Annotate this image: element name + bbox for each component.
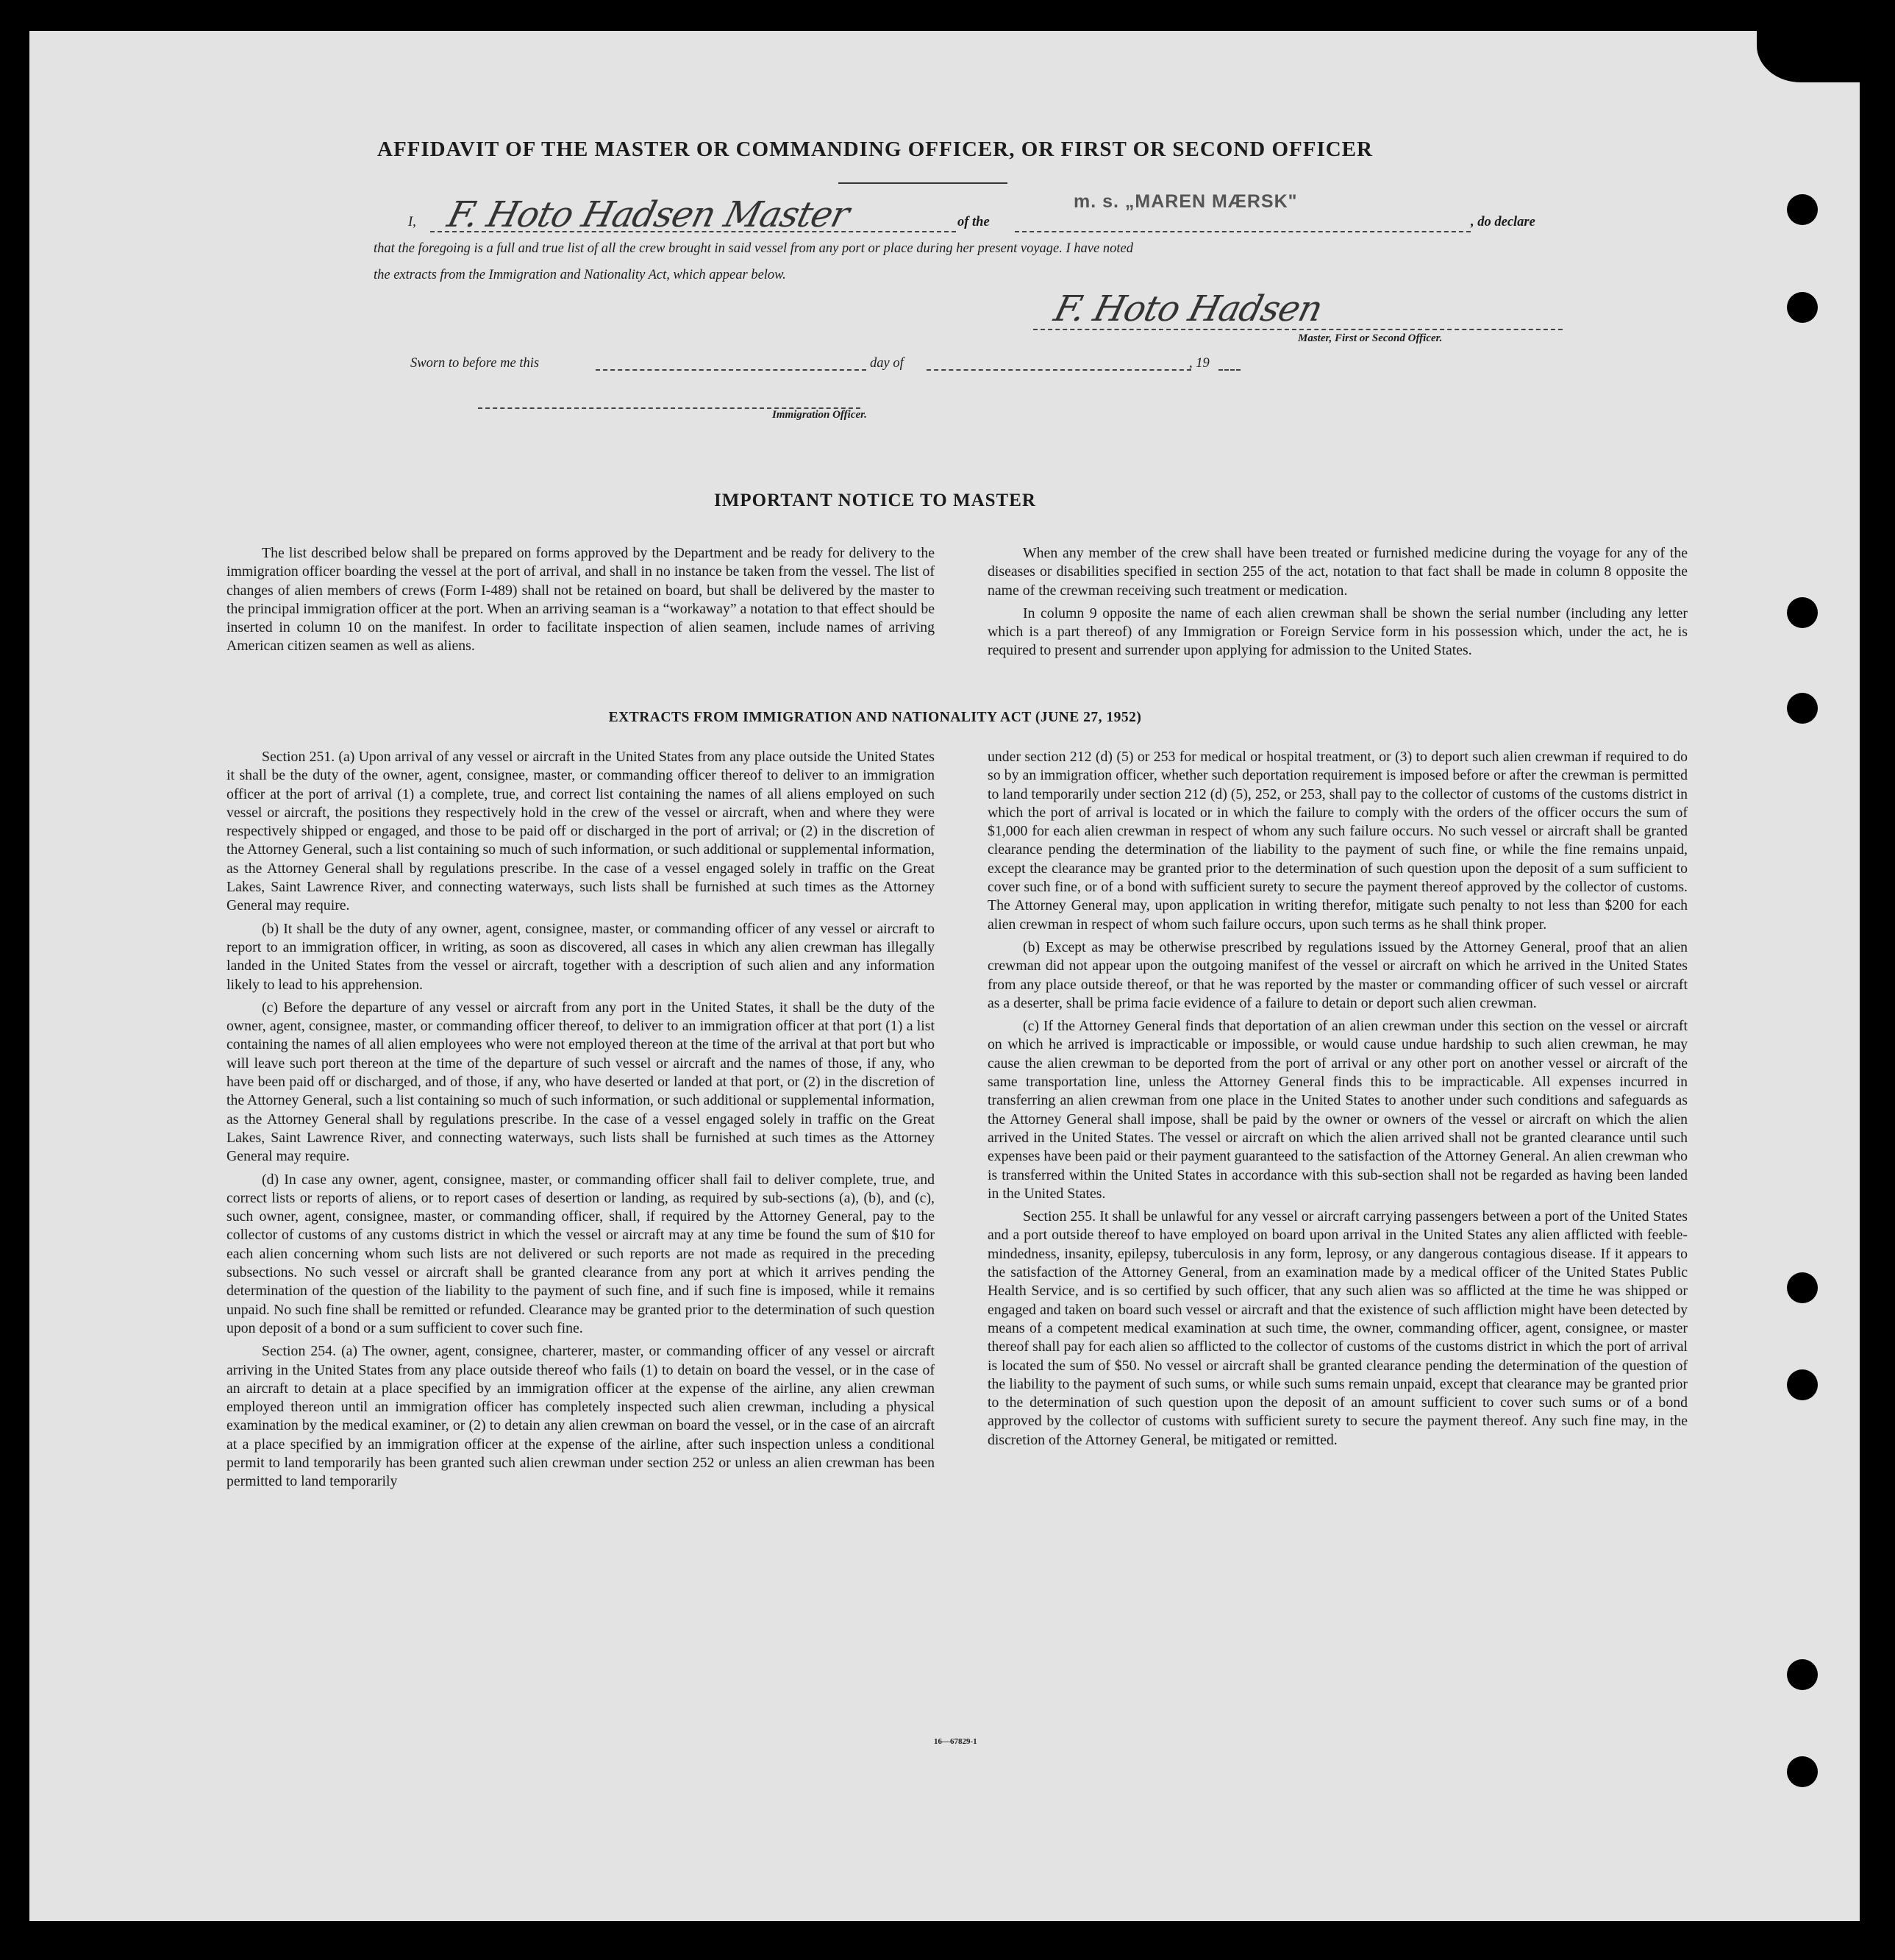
month-line (927, 369, 1191, 371)
officer-caption: Immigration Officer. (772, 409, 867, 421)
document-page (29, 31, 1860, 1921)
extract-paragraph: (d) In case any owner, agent, consignee, master, or commanding officer shall fail to deliver complete, true, and correct lists or reports of aliens, or to report cases of desertion or landing, as required by sub-sections (a), (b), and (c), such owner, agent, consignee, master, or commanding officer, shall, if required by the Attorney General, pay to the collector of customs of any customs district in which the vessel or aircraft may at any time be found the sum of $10 for each alien concerning whom such lists are not delivered or such reports are not made as required in the preceding subsections. No such vessel or aircraft shall be granted clearance from any port at which it arrives pending the determination of the question of the liability to the payment of such fine, and if such fine is imposed, while it remains unpaid. No such fine shall be remitted or refunded. Clearance may be granted prior to the determination of such question upon deposit of a bond or a sum sufficient to cover such fine. (226, 1171, 935, 1336)
binder-hole (1787, 693, 1818, 724)
extract-paragraph: Section 251. (a) Upon arrival of any vessel or aircraft in the United States from any place outside the United States it shall be the duty of the owner, agent, consignee, master, or commanding officer thereof to deliver to an immigration officer at the port of arrival (1) a complete, true, and correct list containing the names of all aliens employed on such vessel or aircraft, the positions they respectively hold in the crew of the vessel or aircraft, when and where they were respectively shipped or engaged, and those to be paid off or discharged in the port of arrival; or (2) in the discretion of the Attorney General, such a list containing so much of such information, or such additional or supplemental information, as the Attorney General shall by regulations prescribe. In the case of a vessel engaged solely in traffic on the Great Lakes, Saint Lawrence River, and connecting waterways, such lists shall be furnished at such times as the Attorney General may require. (226, 749, 935, 914)
extract-paragraph: (b) It shall be the duty of any owner, agent, consignee, master, or commanding officer of any vessel or aircraft to report to an immigration officer, in writing, as soon as discovered, all cases in which any alien crewman has illegally landed in the United States from the vessel or aircraft, together with a description of such alien and any information likely to lead to his apprehension. (226, 920, 935, 993)
affidavit-title: AFFIDAVIT OF THE MASTER OR COMMANDING OFFICER, OR FIRST OR SECOND OFFICER (377, 138, 1373, 161)
declaration-line: the extracts from the Immigration and Nationality Act, which appear below. (374, 268, 786, 282)
binder-hole (1787, 194, 1818, 225)
binder-hole (1787, 1659, 1818, 1690)
binder-hole (1787, 597, 1818, 628)
master-caption: Master, First or Second Officer. (1298, 332, 1443, 344)
vessel-name-stamp: m. s. „MAREN MÆRSK" (1074, 191, 1298, 212)
binder-hole (1787, 292, 1818, 323)
binder-hole (1787, 1369, 1818, 1400)
sworn-day-line (596, 369, 866, 371)
sworn-label: Sworn to before me this (410, 356, 540, 371)
of-the-label: of the (957, 215, 990, 229)
do-declare-label: , do declare (1471, 215, 1535, 229)
declaration-line: that the foregoing is a full and true list of all the crew brought in said vessel from any port or place during her present voyage. I have noted (374, 241, 1133, 256)
torn-corner (1757, 31, 1860, 82)
extracts-right-column (988, 748, 1688, 1454)
extract-paragraph: Section 255. It shall be unlawful for any vessel or aircraft carrying passengers between a port of the United States and a port outside thereof to have employed on board upon arrival in the United States any alien afflicted with feeble-mindedness, insanity, epilepsy, tuberculosis in any form, leprosy, or any dangerous contagious disease. If it appears to the satisfaction of the Attorney General, from an examination made by a medical officer of the United States Public Health Service, and is so certified by such officer, that any such alien was so afflicted at the time he was shipped or engaged and taken on board such vessel or aircraft and that the existence of such affliction might have been detected by means of a competent medical examination at such time, the owner, commanding officer, agent, consignee, or master thereof shall pay for each alien so afflicted to the collector of customs of the customs district in which the port of arrival is located the sum of $50. No vessel or aircraft shall be granted clearance pending the determination of the question of the liability to the payment of such sums, or while such sums remain unpaid, except that clearance may be granted prior to the determination of such question upon the deposit of an amount sufficient to cover such sums or of a bond approved by the collector of customs with sufficient surety to secure the payment thereof. Any such fine may, in the discretion of the Attorney General, be mitigated or remitted. (988, 1208, 1688, 1448)
notice-heading: IMPORTANT NOTICE TO MASTER (714, 491, 1036, 510)
notice-paragraph: In column 9 opposite the name of each alien crewman shall be shown the serial number (including any letter which is a part thereof) of any Immigration or Foreign Service form in his possession which, under the act, he is required to present and surrender upon applying for admission to the United States. (988, 605, 1688, 659)
vessel-line (1015, 231, 1471, 232)
extract-paragraph: under section 212 (d) (5) or 253 for medical or hospital treatment, or (3) to deport such alien crewman if required to do so by an immigration officer, whether such deportation requirement is imposed before or after the crewman is permitted to land temporarily under section 212 (d) (5), 252, or 253, shall pay to the collector of customs of the customs district in which the port of arrival is located or in which the failure to comply with the orders of the officer occurs the sum of $1,000 for each alien crewman in respect of whom any such failure occurs. No such vessel or aircraft shall be granted clearance pending the determination of the liability to the payment of such fine, or while the fine remains unpaid, except the clearance may be granted prior to the determination of such question upon the deposit of a sum sufficient to cover such fine, or of a bond with sufficient surety to secure the payment thereof approved by the collector of customs. The Attorney General may, upon application in writing therefor, mitigate such penalty to not less than $200 for each alien crewman in respect of whom such failure occurs, upon such terms as he shall think proper. (988, 749, 1688, 933)
extract-paragraph: (b) Except as may be otherwise prescribed by regulations issued by the Attorney General, proof that an alien crewman did not appear upon the outgoing manifest of the vessel or aircraft on which he arrived in the United States from any place outside thereof, or that he was reported by the master or commanding officer of such vessel or aircraft as a deserter, shall be prima facie evidence of a failure to detain or deport such alien crewman. (988, 938, 1688, 1011)
year-line (1218, 369, 1241, 371)
year-label: , 19 (1189, 356, 1210, 371)
notice-left-column (226, 544, 935, 660)
day-of-label: day of (870, 356, 904, 371)
extract-paragraph: Section 254. (a) The owner, agent, consignee, charterer, master, or commanding officer of any vessel or aircraft arriving in the United States from any place outside thereof who fails (1) to detain on board the vessel, or in the case of an aircraft to detain at a place specified by an immigration officer at the expense of the airline, any alien crewman employed thereon until an immigration officer has completely inspected such alien crewman, including a physical examination by the medical examiner, or (2) to detain any alien crewman on board the vessel, or in the case of an aircraft at a place specified by an immigration officer at the expense of the airline, after such inspection unless a conditional permit to land temporarily has been granted such alien crewman under section 252 or unless an alien crewman has been permitted to land temporarily (226, 1343, 935, 1490)
master-signature: F. Hoto Hadsen (1050, 288, 1327, 329)
notice-paragraph: When any member of the crew shall have been treated or furnished medicine during the voyage for any of the diseases or disabilities specified in section 255 of the act, notation to that fact shall be made in column 8 opposite the name of the crewman receiving such treatment or medication. (988, 545, 1688, 599)
binder-hole (1787, 1272, 1818, 1303)
signature-line (1033, 329, 1563, 330)
notice-paragraph: The list described below shall be prepared on forms approved by the Department and be ready for delivery to the immigration officer boarding the vessel at the port of arrival, and shall in no instance be taken from the vessel. The list of changes of alien members of crews (Form I-489) shall not be retained on board, but shall be delivered by the master to the principal immigration officer at the port. When an arriving seaman is a “workaway” a notation to that effect should be inserted in column 10 on the manifest. In order to facilitate inspection of alien seamen, include names of arriving American citizen seamen as well as aliens. (226, 545, 935, 655)
form-code: 16—67829-1 (934, 1737, 977, 1746)
extract-paragraph: (c) If the Attorney General finds that deportation of an alien crewman under this section on the vessel or aircraft on which he arrived is impracticable or impossible, or would cause undue hardship to such alien crewman, he may cause the alien crewman to be deported from the port of arrival or any other port on another vessel or aircraft of the same transportation line, unless the Attorney General finds this to be impracticable. All expenses incurred in transferring an alien crewman from one place in the United States to another under such conditions and safeguards as the Attorney General shall impose, shall be paid by the owner or owners of the vessel or aircraft on which the alien arrived in the United States. The vessel or aircraft on which the alien arrived shall not be granted clearance until such expenses have been paid or their payment guaranteed to the satisfaction of the Attorney General. An alien crewman who is transferred within the United States in accordance with this sub-section shall not be regarded as having been landed in the United States. (988, 1018, 1688, 1202)
binder-hole (1787, 1756, 1818, 1787)
notice-right-column (988, 544, 1688, 665)
extract-paragraph: (c) Before the departure of any vessel or aircraft from any port in the United States, it shall be the duty of the owner, agent, consignee, master, or commanding officer thereof, to deliver to an immigration officer at that port (1) a list containing the names of all alien employees who were not employed thereon at the time of the arrival at that port but who will leave such port thereon at the time of the departure of such vessel or aircraft and the names of those, if any, who have been paid off or discharged, and of those, if any, who have deserted or landed at that port, or (2) in the discretion of the Attorney General, such a list containing so much of such information, or such additional or supplemental information, as the Attorney General shall by regulations prescribe. In the case of a vessel engaged solely in traffic on the Great Lakes, Saint Lawrence River, and connecting waterways, such lists shall be furnished at such times as the Attorney General may require. (226, 999, 935, 1165)
i-label: I, (408, 215, 416, 229)
extracts-heading: EXTRACTS FROM IMMIGRATION AND NATIONALITY ACT (JUNE 27, 1952) (608, 710, 1142, 725)
handwritten-name-signature: F. Hoto Hadsen Master (443, 194, 853, 235)
rule-line (838, 182, 1007, 184)
extracts-left-column (226, 748, 935, 1496)
